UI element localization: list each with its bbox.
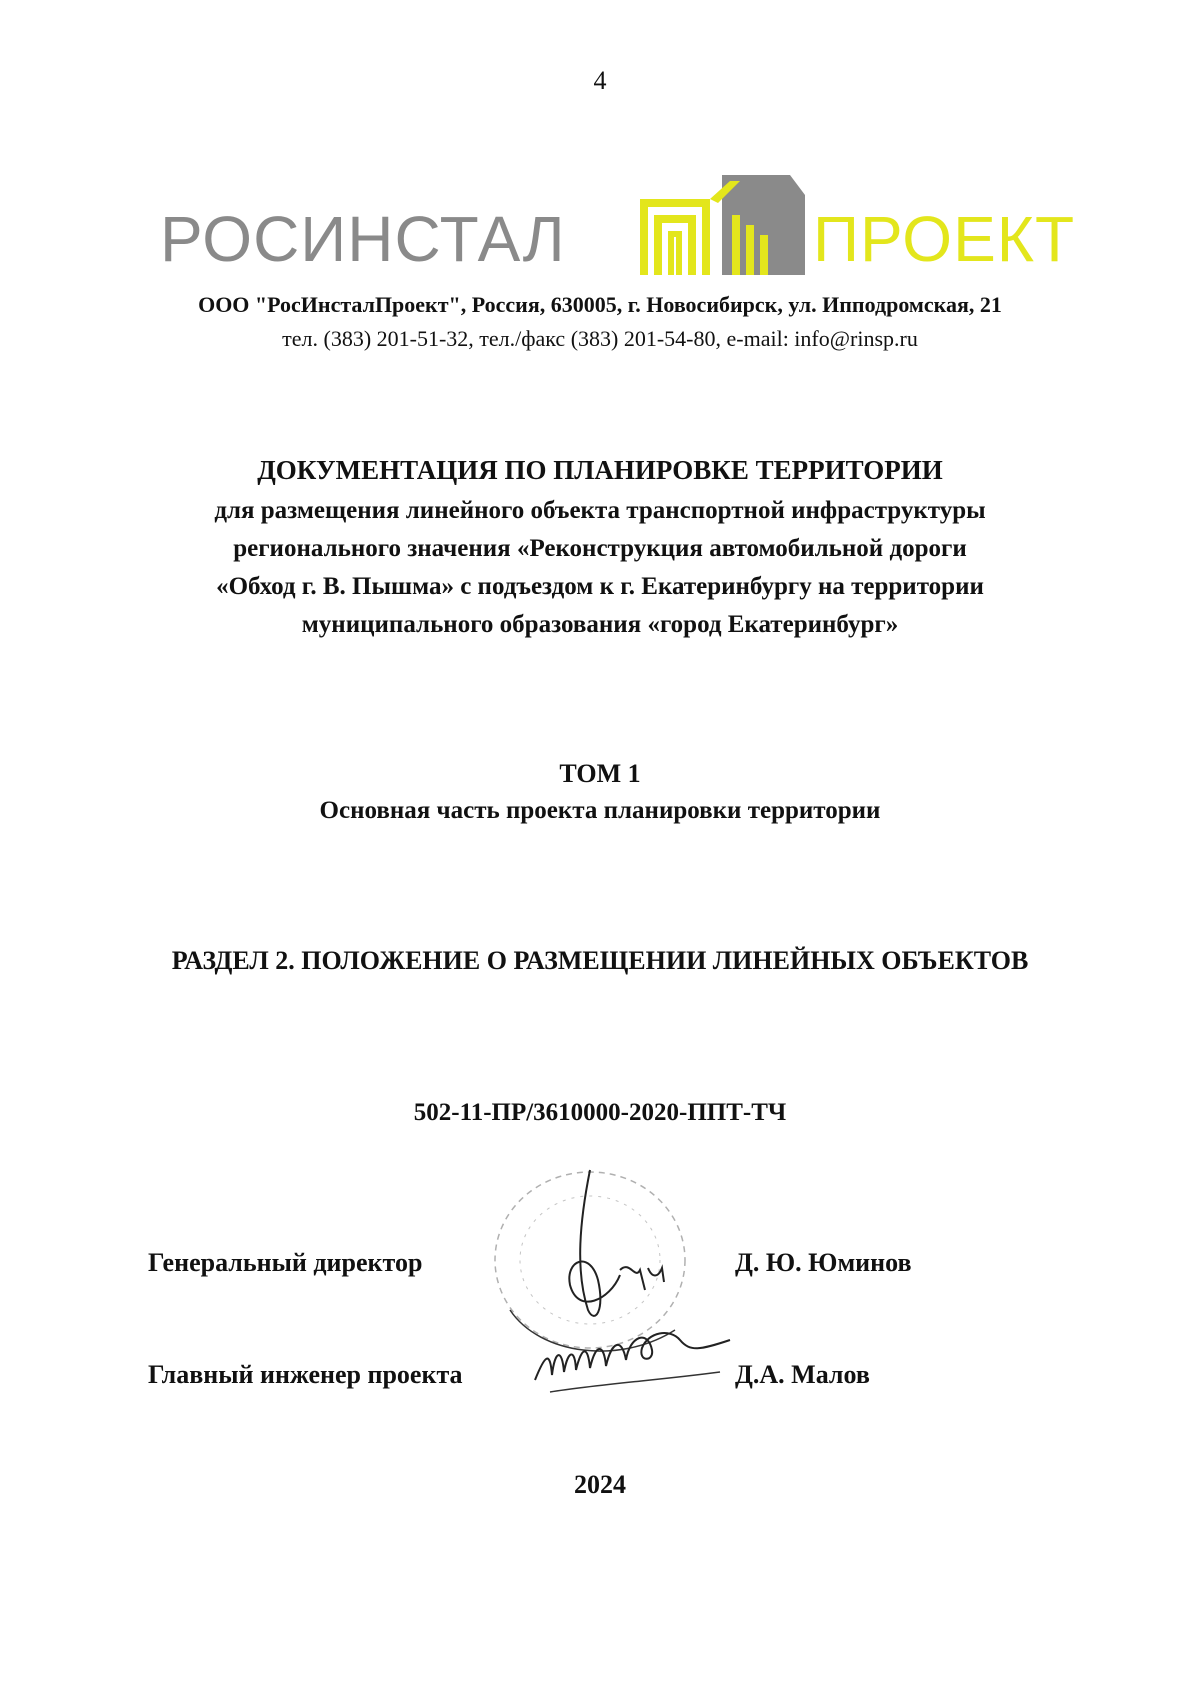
signatory-name: Д. Ю. Юминов [735, 1248, 912, 1277]
document-code: 502-11-ПР/3610000-2020-ППТ-ТЧ [413, 1099, 787, 1126]
title-line: регионального значения «Реконструкция автомобильной дороги [233, 535, 967, 562]
signatory-name: Д.А. Малов [735, 1360, 870, 1389]
section-title: РАЗДЕЛ 2. ПОЛОЖЕНИЕ О РАЗМЕЩЕНИИ ЛИНЕЙНЫХ ОБЪЕКТОВ [171, 946, 1029, 975]
company-address: ООО "РосИнсталПроект", Россия, 630005, г. Новосибирск, ул. Ипподромская, 21 [198, 292, 1002, 317]
title-line: для размещения линейного объекта транспортной инфраструктуры [214, 497, 986, 524]
document-title: ДОКУМЕНТАЦИЯ ПО ПЛАНИРОВКЕ ТЕРРИТОРИИ [257, 455, 943, 485]
logo-word-left: РОСИНСТАЛ [160, 203, 566, 275]
volume-subtitle: Основная часть проекта планировки территории [319, 797, 881, 824]
volume-label: ТОМ 1 [559, 759, 641, 788]
company-contacts: тел. (383) 201-51-32, тел./факс (383) 201-54-80, e-mail: info@rinsp.ru [282, 326, 918, 351]
building-logo-icon [640, 175, 805, 275]
title-line: «Обход г. В. Пышма» с подъездом к г. Екатеринбургу на территории [216, 573, 984, 600]
title-line: муниципального образования «город Екатеринбург» [301, 611, 899, 638]
page-number: 4 [593, 66, 607, 95]
signatory-role: Главный инженер проекта [148, 1360, 463, 1389]
signature-icon [530, 1310, 740, 1405]
logo-word-right: ПРОЕКТ [813, 203, 1076, 275]
company-logo [160, 175, 1105, 285]
signatory-role: Генеральный директор [148, 1248, 423, 1277]
document-year: 2024 [574, 1470, 626, 1499]
